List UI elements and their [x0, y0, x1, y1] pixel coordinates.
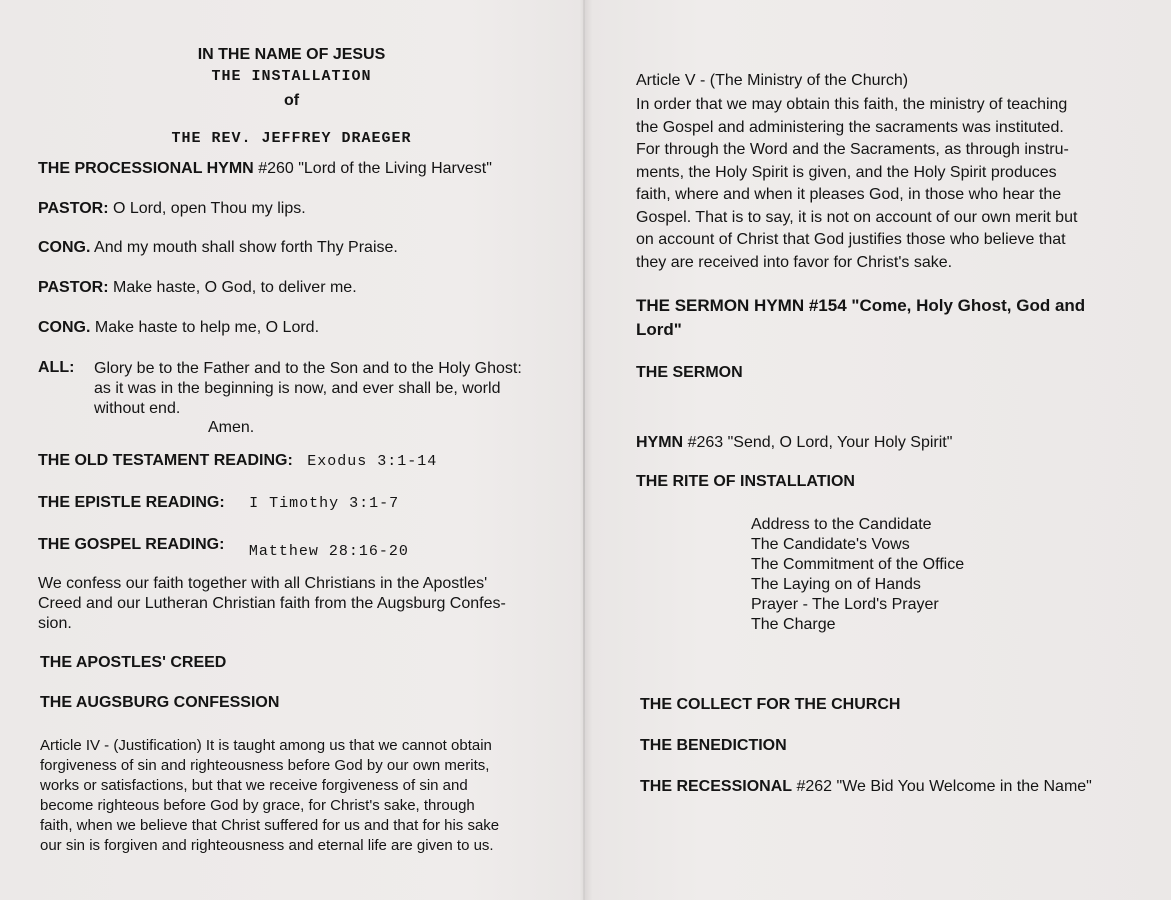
article-v-line: on account of Christ that God justifies those who believe that	[636, 231, 1066, 248]
cong-text: Make haste to help me, O Lord.	[94, 319, 320, 336]
old-testament-reading	[38, 452, 437, 470]
rite-heading: THE RITE OF INSTALLATION	[636, 473, 855, 490]
article-v-body	[636, 94, 1146, 274]
article-iv	[40, 736, 560, 856]
article-v-title: Article V - (The Ministry of the Church)	[636, 72, 909, 89]
pastor-label: PASTOR:	[38, 279, 109, 296]
old-testament-label: THE OLD TESTAMENT READING:	[38, 452, 293, 469]
collect-heading: THE COLLECT FOR THE CHURCH	[640, 696, 901, 713]
processional-hymn	[38, 160, 492, 178]
recessional-text: #262 "We Bid You Welcome in the Name"	[796, 778, 1092, 795]
rite-item: The Commitment of the Office	[751, 556, 965, 573]
hymn-263	[636, 434, 952, 452]
benediction-heading: THE BENEDICTION	[640, 737, 787, 754]
sermon-hymn-line: THE SERMON HYMN #154 "Come, Holy Ghost, God and	[636, 296, 1086, 315]
all-line: without end.	[94, 400, 181, 417]
sermon-hymn	[636, 294, 1085, 342]
confession-line: Creed and our Lutheran Christian faith from the Augsburg Confes-	[38, 595, 506, 612]
left-page	[0, 0, 583, 900]
heading-line-1: IN THE NAME OF JESUS	[197, 46, 386, 63]
rite-items	[751, 515, 964, 635]
heading-line-3: of	[283, 92, 300, 109]
augsburg-heading: THE AUGSBURG CONFESSION	[40, 694, 280, 711]
gospel-ref: Matthew 28:16-20	[248, 543, 409, 560]
rite-item: Address to the Candidate	[751, 516, 932, 533]
recessional-label: THE RECESSIONAL	[640, 778, 793, 795]
article-iv-line: our sin is forgiven and righteousness and eternal life are given to us.	[40, 837, 494, 854]
pastor-line-2	[38, 279, 357, 297]
pastor-text: Make haste, O God, to deliver me.	[112, 279, 357, 296]
cong-line-1	[38, 239, 398, 257]
pastor-label: PASTOR:	[38, 200, 109, 217]
sermon-hymn-line: Lord"	[636, 320, 682, 339]
article-v-line: Gospel. That is to say, it is not on account of our own merit but	[636, 208, 1078, 226]
cong-label: CONG.	[38, 239, 91, 256]
heading-line-4: THE REV. JEFFREY DRAEGER	[171, 130, 412, 147]
gospel-reading	[38, 536, 409, 560]
all-response	[94, 359, 564, 419]
processional-label: THE PROCESSIONAL HYMN	[38, 160, 254, 177]
rite-item: The Laying on of Hands	[751, 576, 921, 593]
article-v-line: faith, where and when it pleases God, in those who hear the	[636, 186, 1062, 203]
epistle-label: THE EPISTLE READING:	[38, 494, 225, 511]
all-line: as it was in the beginning is now, and ever shall be, world	[94, 380, 501, 397]
cong-text: And my mouth shall show forth Thy Praise.	[94, 239, 398, 256]
article-v-line: the Gospel and administering the sacraments was instituted.	[636, 118, 1064, 136]
gospel-label: THE GOSPEL READING:	[38, 536, 225, 553]
pastor-line-1	[38, 200, 306, 218]
article-v-line: For through the Word and the Sacraments, as through instru-	[636, 141, 1069, 158]
cong-label: CONG.	[38, 319, 91, 336]
heading-line-2: THE INSTALLATION	[211, 68, 372, 85]
epistle-ref: I Timothy 3:1-7	[249, 495, 400, 512]
confession-line: sion.	[38, 615, 72, 632]
all-label: ALL:	[38, 359, 75, 376]
rite-item: Prayer - The Lord's Prayer	[751, 596, 939, 613]
rite-item: The Candidate's Vows	[751, 536, 910, 553]
right-page	[585, 0, 1171, 900]
pastor-text: O Lord, open Thou my lips.	[112, 200, 306, 217]
hymn-263-label: HYMN	[636, 434, 684, 451]
processional-text: #260 "Lord of the Living Harvest"	[258, 160, 492, 177]
article-v-line: they are received into favor for Christ's sake.	[636, 253, 953, 271]
recessional-hymn	[640, 778, 1092, 796]
apostles-creed-heading: THE APOSTLES' CREED	[40, 654, 227, 671]
amen: Amen.	[208, 419, 255, 436]
cong-line-2	[38, 319, 319, 337]
article-v-line: In order that we may obtain this faith, the ministry of teaching	[636, 96, 1068, 113]
article-iv-line: works or satisfactions, but that we receive forgiveness of sin and	[40, 777, 468, 794]
epistle-reading	[38, 494, 399, 512]
article-v-line: ments, the Holy Spirit is given, and the Holy Spirit produces	[636, 163, 1057, 181]
sermon-heading: THE SERMON	[636, 364, 743, 381]
rite-item: The Charge	[751, 616, 836, 633]
article-iv-line: faith, when we believe that Christ suffered for us and that for his sake	[40, 817, 500, 834]
old-testament-ref: Exodus 3:1-14	[307, 453, 438, 470]
all-line: Glory be to the Father and to the Son and to the Holy Ghost:	[94, 360, 522, 377]
article-iv-line: become righteous before God by grace, for Christ's sake, through	[40, 797, 475, 814]
article-iv-line: Article IV - (Justification) It is taught among us that we cannot obtain	[40, 737, 492, 754]
confession-intro	[38, 574, 558, 634]
article-iv-line: forgiveness of sin and righteousness before God by our own merits,	[40, 757, 490, 774]
confession-line: We confess our faith together with all Christians in the Apostles'	[38, 575, 488, 592]
hymn-263-text: #263 "Send, O Lord, Your Holy Spirit"	[687, 434, 953, 451]
